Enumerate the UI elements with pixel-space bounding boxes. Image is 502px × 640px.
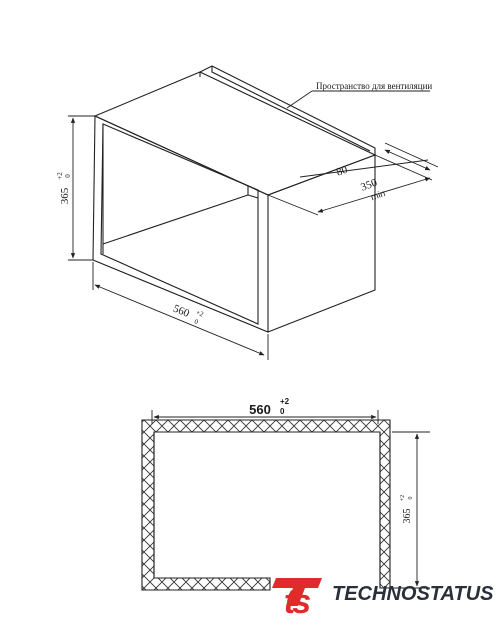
niche-front-frame	[93, 116, 268, 332]
depth-dimensions	[268, 143, 438, 215]
height-tol-upper: +2	[56, 172, 64, 180]
isometric-niche-drawing	[93, 66, 375, 332]
front-niche-drawing	[142, 420, 390, 590]
width-dim-value: 560	[171, 302, 192, 320]
front-height-value: 365	[402, 508, 413, 524]
front-width-value: 560	[249, 402, 271, 417]
depth-min-note: min	[369, 188, 387, 203]
logo-mark-text: ts	[283, 583, 309, 621]
front-height-tol-upper: +2	[400, 494, 406, 502]
hatched-wall	[142, 420, 390, 590]
ventilation-callout	[287, 91, 430, 108]
logo-name: TECHNOSTATUS	[332, 583, 494, 605]
height-dimension	[68, 116, 95, 260]
height-dim-value: 365	[59, 187, 71, 205]
width-tol-lower: 0	[193, 317, 200, 327]
gap-dim-value: 80	[334, 163, 350, 179]
ventilation-label: Пространство для вентиляции	[316, 81, 433, 91]
depth-dim-value: 350	[359, 176, 379, 194]
front-width-tol-upper: +2	[280, 397, 290, 406]
ts-logo-mark	[270, 578, 328, 621]
front-height-tol-lower: 0	[408, 496, 414, 500]
width-tol-upper: +2	[194, 308, 205, 319]
technostatus-logo	[270, 578, 494, 621]
front-width-tol-lower: 0	[280, 407, 285, 416]
height-tol-lower: 0	[64, 174, 72, 178]
